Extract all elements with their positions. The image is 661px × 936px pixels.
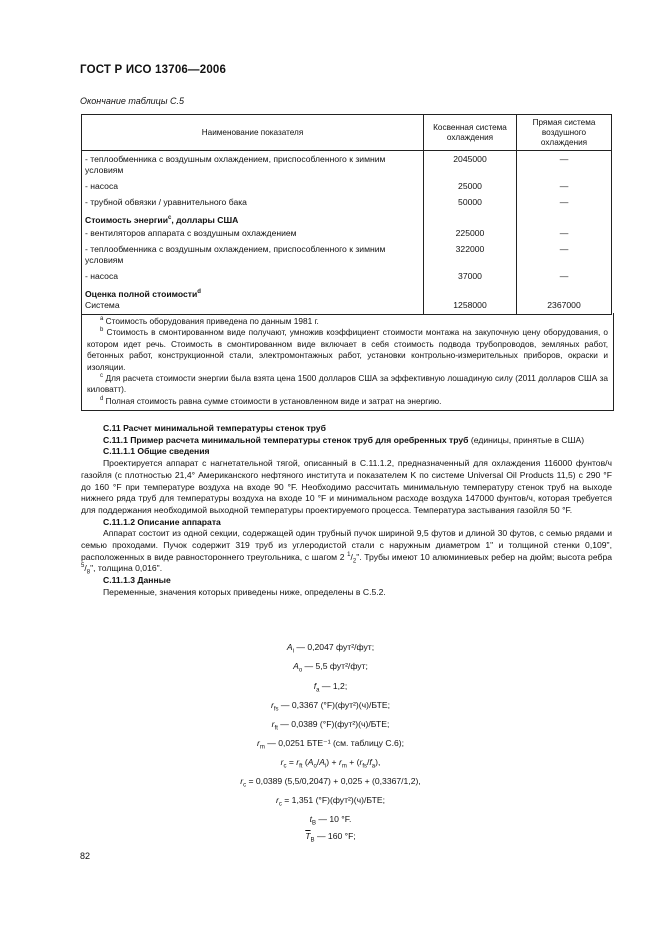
row-name: - вентиляторов аппарата с воздушным охлаждением — [82, 226, 424, 239]
formula: $A_o$ — 5,5 фут²/фут; — [293, 661, 368, 674]
formula: $\overline{T}_B$ — 160 °F; — [305, 831, 356, 844]
footnote: $^c$ Для расчета стоимости энергии была взята цена 1500 долларов США за эффективную лошадиную силу (2011 долларов США за киловатт). — [87, 373, 609, 395]
row-value-direct — [517, 282, 612, 300]
row-value-indirect: 37000 — [424, 266, 517, 282]
row-group-title: Стоимость энергии$^c$, доллары США — [82, 208, 424, 226]
footnote: $^b$ Стоимость в смонтированном виде получают, умножив коэффициент стоимости монтажа на закупочную цену оборудования, о котором идет речь. Стоимость в смонтированном виде включает в себя стоимость подвода трубопроводов, земляных работ, бетонных работ, конструкционной стали, электромонтажных работ, установки контрольно-измерительных приборов, окраски и изоляции. — [87, 327, 608, 372]
table-row — [82, 192, 612, 208]
row-name: - теплообменника с воздушным охлаждением, приспособленного к зимним условиям — [82, 151, 424, 177]
formula: $A_i$ — 0,2047 фут²/фут; — [286, 642, 375, 655]
formula: $r_{ft}$ — 0,0389 (°F)(фут²)(ч)/БТЕ; — [271, 719, 390, 732]
row-value-indirect: 50000 — [424, 192, 517, 208]
main-text — [81, 423, 612, 599]
formula: $r_c = 1,351$ (°F)(фут²)(ч)/БТЕ; — [276, 795, 385, 808]
row-value-direct: — — [517, 192, 612, 208]
row-value-indirect — [424, 282, 517, 300]
row-name: - насоса — [82, 266, 424, 282]
paragraph: Переменные, значения которых приведены ниже, определены в С.5.2. — [103, 586, 386, 597]
footnote: $^a$ Стоимость оборудования приведена по данным 1981 г. — [100, 316, 319, 326]
section-heading: С.11.1.3 Данные — [103, 575, 171, 586]
row-value-direct: — — [517, 176, 612, 192]
formula: $f_a$ — 1,2; — [313, 681, 348, 694]
row-value-indirect: 25000 — [424, 176, 517, 192]
col-direct-header: Прямая система воздушного охлаждения — [517, 115, 612, 151]
section-heading: С.11.1 Пример расчета минимальной температуры стенок труб для оребренных труб (единицы, принятые в США) — [103, 434, 585, 445]
page-number: 82 — [80, 851, 91, 861]
footnote: $^d$ Полная стоимость равна сумме стоимости в установленном виде и затрат на энергию. — [100, 395, 442, 406]
formula: $r_m$ — 0,0251 БТЕ⁻¹ (см. таблицу С.6); — [257, 738, 404, 751]
document-header: ГОСТ Р ИСО 13706—2006 — [80, 64, 227, 76]
table-row — [82, 266, 612, 282]
row-value-indirect: 322000 — [424, 239, 517, 266]
table-row — [82, 208, 612, 226]
row-value-indirect: 2045000 — [424, 151, 517, 177]
row-name: - насоса — [82, 176, 424, 192]
table-row — [82, 282, 612, 300]
section-heading: С.11 Расчет минимальной температуры стенок труб — [103, 423, 326, 433]
row-name: Система — [82, 300, 424, 315]
col-indirect-header: Косвенная система охлаждения — [424, 115, 517, 151]
row-name: - трубной обвязки / уравнительного бака — [82, 192, 424, 208]
row-value-direct: — — [517, 151, 612, 177]
row-name: - теплообменника с воздушным охлаждением, приспособленного к зимним условиям — [82, 239, 424, 266]
table-caption: Окончание таблицы С.5 — [80, 96, 184, 106]
cost-table — [81, 114, 612, 315]
formula: $r_c = r_{ft}$ $(A_o/A_i) + r_m + (r_{fs}/f_a)$, — [280, 757, 381, 770]
formula: $r_c = 0,0389$ (5,5/0,2047) + 0,025 + (0,3367/1,2), — [240, 776, 421, 789]
table-footnotes — [81, 313, 614, 411]
col-name-header: Наименование показателя — [82, 115, 424, 151]
row-value-indirect: 225000 — [424, 226, 517, 239]
paragraph: Проектируется аппарат с нагнетательной тягой, описанный в С.11.1.2, предназначенный для охлаждения 116000 фунтов/ч газойля (с плотностью 21,4° Американского нефтяного института и показателем K по системе Universal Oil Products 11,5) с 290 °F до 160 °F при температуре воздуха на входе 90 °F. Необходимо рассчитать минимальную температуру стенок труб на выходе нижнего ряда труб для температуры воздуха на входе 10 °F и минимальном расходе воздуха 147000 фунтов/ч, которая требуется для поддержания необходимой выходной температуры проектируемого процесса. Температура застывания газойля 50 °F. — [81, 458, 612, 515]
table-header-row — [82, 115, 612, 151]
row-group-title: Оценка полной стоимости$^d$ — [82, 282, 424, 300]
table-row — [82, 176, 612, 192]
table-row — [82, 151, 612, 177]
paragraph: Аппарат состоит из одной секции, содержащей один трубный пучок шириной 9,5 футов и длиной 30 футов, с семью рядами и семью проходами. Пучок содержит 319 труб из углеродистой стали с наружным диаметром 1" и толщиной стенки 0,109", расположенных в виде равностороннего треугольника, с шагом 2 $^1/_2$". Трубы имеют 10 алюминиевых ребер на дюйм; высота ребра $^5/_8$", толщина 0,016". — [81, 528, 613, 577]
section-heading: С.11.1.2 Описание аппарата — [103, 516, 221, 527]
table-row — [82, 226, 612, 239]
row-value-direct — [517, 208, 612, 226]
section-heading: С.11.1.1 Общие сведения — [103, 446, 210, 457]
row-value-indirect — [424, 208, 517, 226]
row-value-direct: — — [517, 239, 612, 266]
row-value-direct: 2367000 — [517, 300, 612, 315]
formula: $t_B$ — 10 °F. — [309, 814, 352, 827]
formula: $r_{fs}$ — 0,3367 (°F)(фут²)(ч)/БТЕ; — [270, 700, 390, 713]
row-value-indirect: 1258000 — [424, 300, 517, 315]
row-value-direct: — — [517, 266, 612, 282]
table-row — [82, 239, 612, 266]
row-value-direct: — — [517, 226, 612, 239]
